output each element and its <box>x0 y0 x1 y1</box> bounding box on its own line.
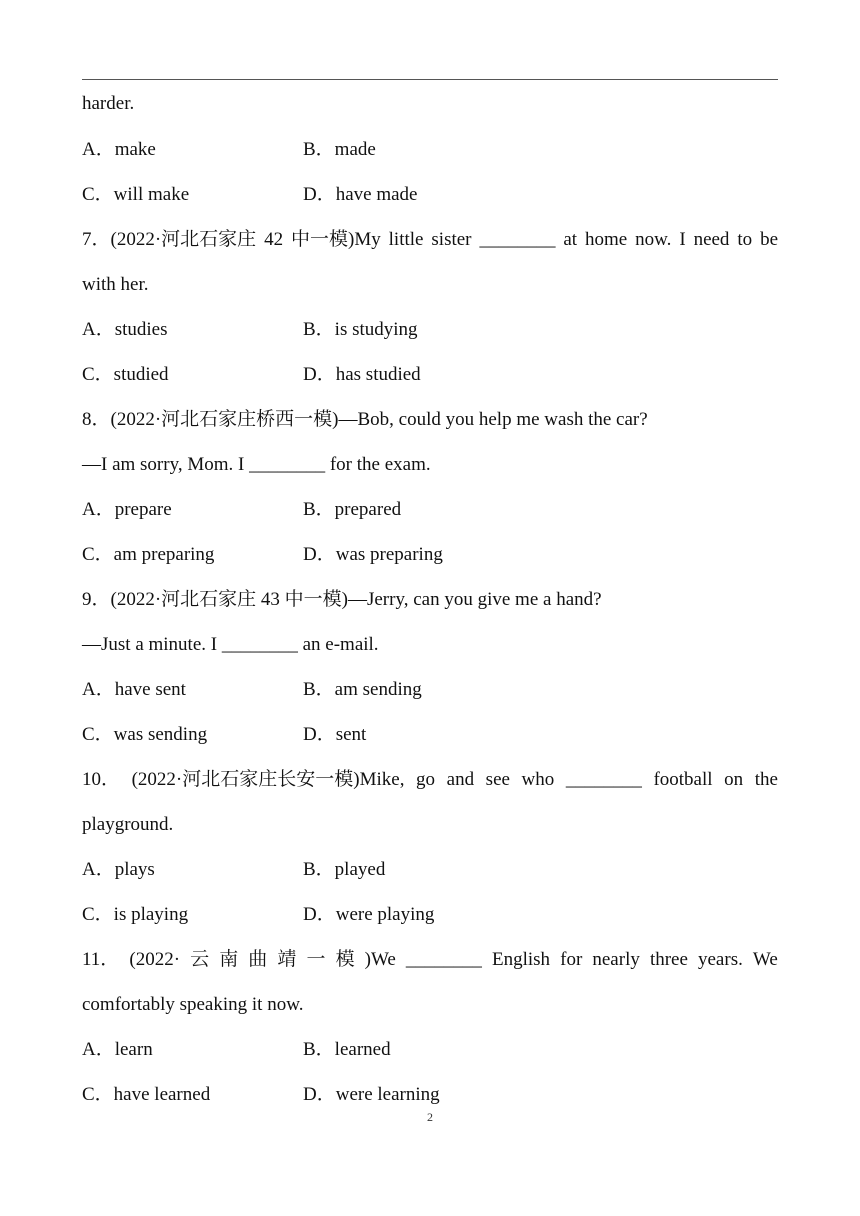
q6-option-d: D．have made <box>303 184 418 205</box>
q7-word: home <box>585 229 628 250</box>
q10-word: on <box>724 769 744 790</box>
q10-option-b: B．played <box>303 859 386 880</box>
q11-word: years. <box>698 949 743 970</box>
q11-option-b: B．learned <box>303 1039 391 1060</box>
q8-option-b: B．prepared <box>303 499 402 520</box>
q10-word: see <box>485 769 510 790</box>
q7-word: little <box>388 229 424 250</box>
q11-word: 云 <box>190 949 210 970</box>
q11-word: 曲 <box>248 949 268 970</box>
q7-word: need <box>693 229 730 250</box>
q11-word: 11． <box>82 949 120 970</box>
q7-option-c: C．studied <box>82 364 169 385</box>
q10-option-d: D．were playing <box>303 904 435 925</box>
q7-option-d: D．has studied <box>303 364 421 385</box>
q11-word: We <box>752 949 778 970</box>
q7-option-b: B．is studying <box>303 319 418 340</box>
q10-option-a: A．plays <box>82 859 155 880</box>
q7-option-a: A．studies <box>82 319 168 340</box>
q9-stem-line2: —Just a minute. I ________ an e-mail. <box>82 634 379 655</box>
q11-word: three <box>649 949 688 970</box>
q7-word: I <box>679 229 686 250</box>
q8-stem-line2: —I am sorry, Mom. I ________ for the exam. <box>82 454 431 475</box>
q11-blank: )We <box>364 949 396 970</box>
q7-stem-line2: with her. <box>82 274 149 295</box>
q7-blank: ________ <box>479 229 556 250</box>
q11-word: 靖 <box>277 949 297 970</box>
q11-option-c: C．have learned <box>82 1084 211 1105</box>
q9-stem-line1: 9．(2022·河北石家庄 43 中一模)—Jerry, can you give me a hand? <box>82 589 602 610</box>
q8-option-d: D．was preparing <box>303 544 443 565</box>
q7-word: be <box>760 229 778 250</box>
q7-stem-line1 <box>82 228 778 252</box>
q11-word: for <box>560 949 583 970</box>
page-number: 2 <box>427 1110 433 1124</box>
q7-word: 7．(2022·河北石家庄 <box>82 229 257 250</box>
q6-option-a: A．make <box>82 139 156 160</box>
q11-word: nearly <box>592 949 640 970</box>
q11-option-a: A．learn <box>82 1039 153 1060</box>
q7-word: 42 <box>264 229 284 250</box>
q8-option-c: C．am preparing <box>82 544 215 565</box>
q10-stem-line1 <box>82 768 778 792</box>
q9-option-c: C．was sending <box>82 724 208 745</box>
q10-word: who <box>521 769 555 790</box>
q7-word: sister <box>431 229 472 250</box>
q11-stem-line2: comfortably speaking it now. <box>82 994 304 1015</box>
header-rule <box>82 79 778 80</box>
q10-word: go <box>416 769 436 790</box>
q11-option-d: D．were learning <box>303 1084 440 1105</box>
q6-option-b: B．made <box>303 139 376 160</box>
q9-option-a: A．have sent <box>82 679 186 700</box>
q11-word: English <box>492 949 551 970</box>
q10-stem-line2: playground. <box>82 814 174 835</box>
q7-word: 中一模)My <box>291 229 381 250</box>
q11-word: 南 <box>219 949 239 970</box>
q10-word: football <box>653 769 713 790</box>
q10-word: 10． <box>82 769 121 790</box>
q7-word: now. <box>635 229 672 250</box>
q7-word: to <box>737 229 753 250</box>
q9-option-b: B．am sending <box>303 679 422 700</box>
q8-stem-line1: 8．(2022·河北石家庄桥西一模)—Bob, could you help me wash the car? <box>82 409 648 430</box>
q6-option-c: C．will make <box>82 184 190 205</box>
q10-option-c: C．is playing <box>82 904 189 925</box>
q11-stem-line1 <box>82 948 778 972</box>
q11-word: (2022· <box>129 949 181 970</box>
q11-word: ________ <box>405 949 482 970</box>
q7-word: at <box>563 229 578 250</box>
q8-option-a: A．prepare <box>82 499 172 520</box>
q10-word: (2022·河北石家庄长安一模)Mike, <box>131 769 405 790</box>
q11-word: 一 <box>306 949 326 970</box>
question-6-continuation: harder. <box>82 93 135 114</box>
q11-word: 模 <box>335 949 355 970</box>
q9-option-d: D．sent <box>303 724 367 745</box>
q10-word: the <box>754 769 778 790</box>
q10-word: and <box>446 769 475 790</box>
q10-blank: ________ <box>565 769 642 790</box>
